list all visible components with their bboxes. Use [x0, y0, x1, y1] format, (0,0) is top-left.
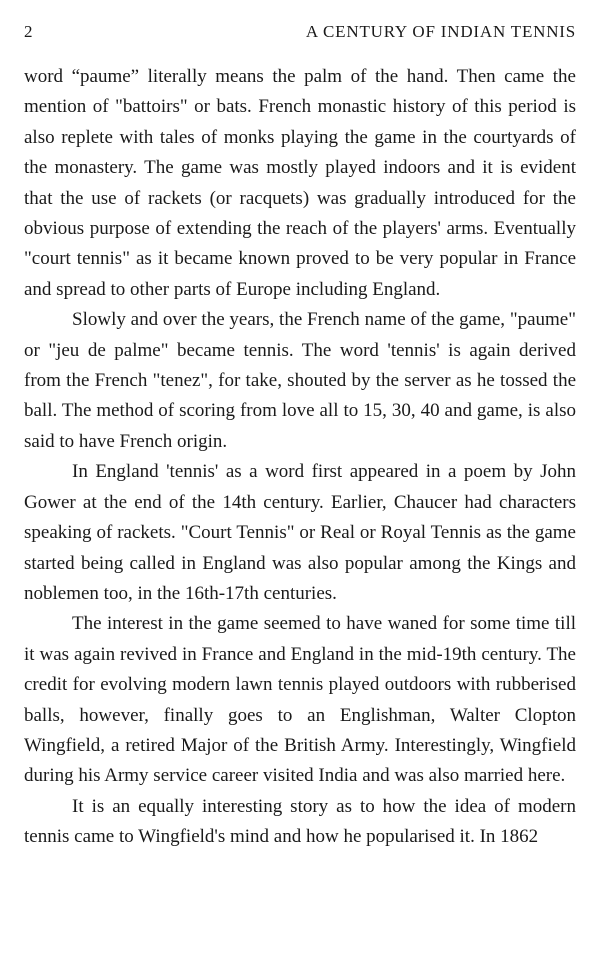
body-text — [24, 62, 576, 853]
paragraph: It is an equally interesting story as to how the idea of modern tennis came to Wingfield's mind and how he popularised it. In 1862 — [24, 795, 576, 848]
page-header — [24, 22, 576, 46]
paragraph-continued: word “paume” literally means the palm of the hand. Then came the mention of "battoirs" or bats. French monastic history of this period is also replete with tales of monks playing the game in the courtyards of the monastery. The game was mostly played indoors and it is evident that the use of rackets (or racquets) was gradually introduced for the obvious purpose of extending the reach of the players' arms. Eventually "court tennis" as it became known proved to be very popular in France and spread to other parts of Europe including England. — [24, 66, 576, 300]
running-head: A CENTURY OF INDIAN TENNIS — [305, 22, 576, 41]
paragraph: In England 'tennis' as a word first appeared in a poem by John Gower at the end of the 14th century. Earlier, Chaucer had characters speaking of rackets. "Court Tennis" or Real or Royal Tennis as the game started being called in England was also popular among the Kings and noblemen too, in the 16th-17th centuries. — [24, 461, 576, 604]
page-number: 2 — [24, 22, 33, 41]
paragraph: Slowly and over the years, the French name of the game, "paume" or "jeu de palme" became tennis. The word 'tennis' is again derived from the French "tenez", for take, shouted by the server as he tossed the ball. The method of scoring from love all to 15, 30, 40 and game, is also said to have French origin. — [24, 309, 576, 452]
paragraph: The interest in the game seemed to have waned for some time till it was again revived in France and England in the mid-19th century. The credit for evolving modern lawn tennis played outdoors with rubberised balls, however, finally goes to an Englishman, Walter Clopton Wingfield, a retired Major of the British Army. Interestingly, Wingfield during his Army service career visited India and was also married here. — [24, 613, 576, 787]
